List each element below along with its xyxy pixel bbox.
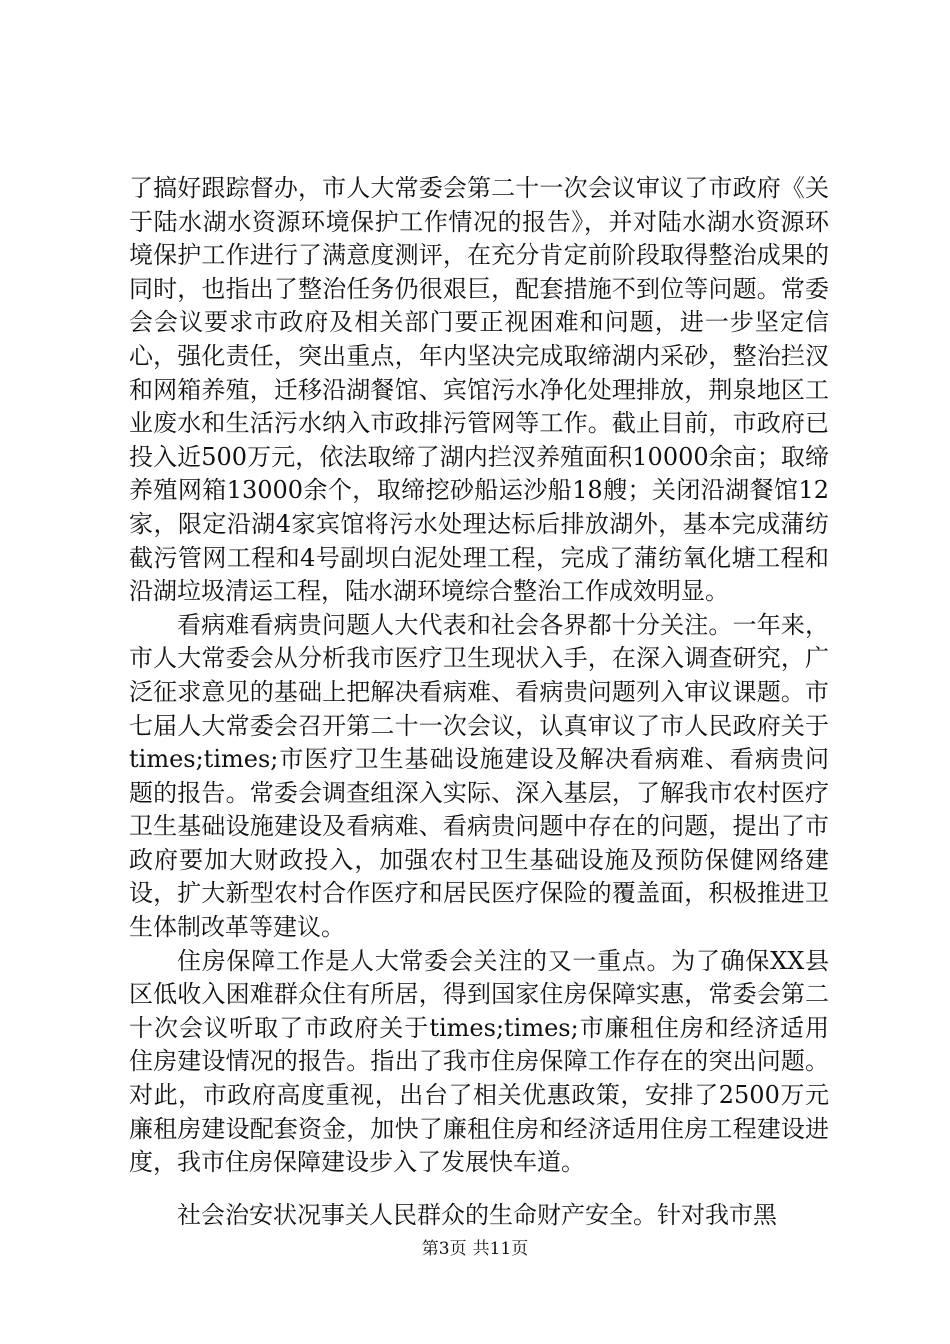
footer-page-prefix: 第 bbox=[421, 1239, 439, 1259]
document-body bbox=[129, 172, 829, 1232]
footer-total-suffix: 页 bbox=[511, 1239, 529, 1259]
page-footer bbox=[0, 1238, 950, 1260]
paragraph-housing: 住房保障工作是人大常委会关注的又一重点。为了确保XX县区低收入困难群众住有所居，得到国家住房保障实惠，常委会第二十次会议听取了市政府关于times;times;市廉租住房和经济适用住房建设情况的报告。指出了我市住房保障工作存在的突出问题。对此，市政府高度重视，出台了相关优惠政策，安排了2500万元廉租房建设配套资金，加快了廉租住房和经济适用住房工程建设进度，我市住房保障建设步入了发展快车道。 bbox=[129, 946, 829, 1177]
paragraph-medical-care: 看病难看病贵问题人大代表和社会各界都十分关注。一年来，市人大常委会从分析我市医疗卫生现状入手，在深入调查研究，广泛征求意见的基础上把解决看病难、看病贵问题列入审议课题。市七届人大常委会召开第二十一次会议，认真审议了市人民政府关于times;times;市医疗卫生基础设施建设及解决看病难、看病贵问题的报告。常委会调查组深入实际、深入基层，了解我市农村医疗卫生基础设施建设及看病难、看病贵问题中存在的问题，提出了市政府要加大财政投入，加强农村卫生基础设施及预防保健网络建设，扩大新型农村合作医疗和居民医疗保险的覆盖面，积极推进卫生体制改革等建议。 bbox=[129, 610, 829, 942]
footer-total-prefix: 共 bbox=[472, 1239, 490, 1259]
footer-page-number: 3 bbox=[438, 1239, 450, 1259]
footer-page-label: 页 bbox=[449, 1239, 467, 1259]
paragraph-lushui-lake: 了搞好跟踪督办，市人大常委会第二十一次会议审议了市政府《关于陆水湖水资源环境保护工作情况的报告》，并对陆水湖水资源环境保护工作进行了满意度测评，在充分肯定前阶段取得整治成果的同时，也指出了整治任务仍很艰巨，配套措施不到位等问题。常委会会议要求市政府及相关部门要正视困难和问题，进一步坚定信心，强化责任，突出重点，年内坚决完成取缔湖内采砂，整治拦汊和网箱养殖，迁移沿湖餐馆、宾馆污水净化处理排放，荆泉地区工业废水和生活污水纳入市政排污管网等工作。截止目前，市政府已投入近500万元，依法取缔了湖内拦汊养殖面积10000余亩；取缔养殖网箱13000余个，取缔挖砂船运沙船18艘；关闭沿湖餐馆12家，限定沿湖4家宾馆将污水处理达标后排放湖外，基本完成蒲纺截污管网工程和4号副坝白泥处理工程，完成了蒲纺氧化塘工程和沿湖垃圾清运工程，陆水湖环境综合整治工作成效明显。 bbox=[129, 174, 829, 606]
footer-total-pages: 11 bbox=[489, 1239, 512, 1259]
paragraph-public-security: 社会治安状况事关人民群众的生命财产安全。针对我市黑 bbox=[177, 1200, 777, 1229]
